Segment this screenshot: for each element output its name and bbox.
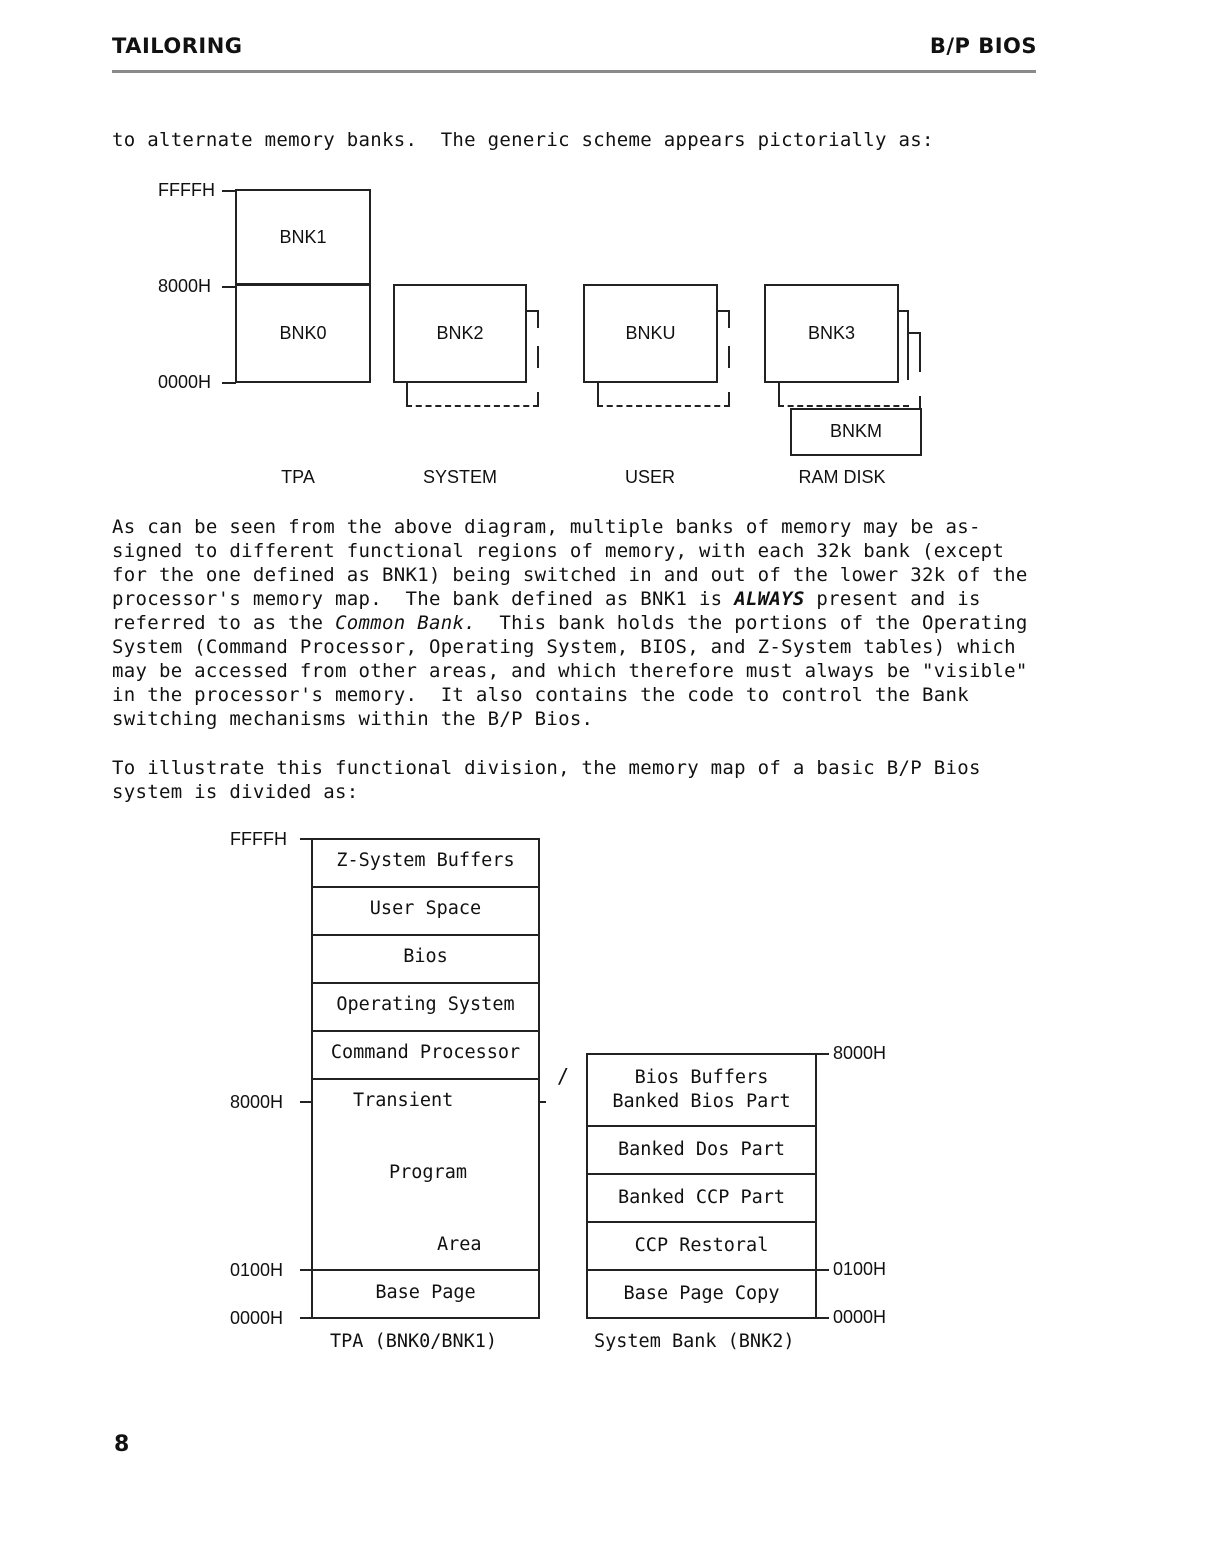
tpa-divider — [311, 1078, 540, 1080]
para1-line-4-text: processor's memory map. The bank defined as BNK1 is — [112, 588, 723, 610]
tpa-addr-8000h: 8000H — [230, 1092, 284, 1112]
header-right: B/P BIOS — [929, 34, 1037, 58]
tpa-divider — [311, 934, 540, 936]
section-transient: Transient — [353, 1090, 454, 1111]
section-program: Program — [389, 1162, 467, 1183]
stack-dash — [597, 405, 730, 407]
para1-line-9: switching mechanisms within the B/P Bios. — [112, 708, 594, 730]
section-banked-dos-part: Banked Dos Part — [617, 1139, 786, 1160]
sys-divider — [586, 1221, 817, 1223]
para2-line-1: To illustrate this functional division, the memory map of a basic B/P Bios — [112, 757, 981, 779]
stack-edge — [728, 310, 730, 328]
present-text: present and is — [816, 588, 981, 610]
stack-edge — [537, 346, 539, 368]
section-bios-buffers: Bios Buffers — [634, 1067, 769, 1088]
tick — [222, 190, 236, 192]
para1-line-3: for the one defined as BNK1) being switched in and out of the lower 32k of the — [112, 564, 1028, 586]
sys-divider — [586, 1269, 817, 1271]
tpa-addr-ffffh: FFFFH — [230, 829, 287, 849]
para1-line-8: in the processor's memory. It also contains the code to control the Bank — [112, 684, 969, 706]
section-banked-bios-part: Banked Bios Part — [612, 1091, 791, 1112]
stack-edge — [406, 382, 408, 406]
stack-dash — [406, 405, 539, 407]
stack-dash — [778, 405, 909, 407]
tick — [222, 286, 236, 288]
addr-0000h: 0000H — [158, 372, 212, 392]
stack-edge — [919, 332, 921, 372]
para2-line-2: system is divided as: — [112, 781, 359, 803]
system-bank-caption: System Bank (BNK2) — [594, 1331, 795, 1352]
tpa-addr-0000h: 0000H — [230, 1308, 284, 1328]
tpa-caption: TPA (BNK0/BNK1) — [330, 1331, 498, 1352]
sys-divider — [586, 1173, 817, 1175]
section-area: Area — [437, 1234, 482, 1255]
header-left: TAILORING — [112, 34, 243, 58]
connector-slash: / — [557, 1064, 570, 1088]
tick — [815, 1053, 829, 1055]
tick — [815, 1269, 829, 1271]
stack-edge — [597, 382, 599, 406]
tick — [538, 1101, 546, 1103]
section-command-processor: Command Processor — [330, 1042, 521, 1063]
stack-edge — [778, 382, 780, 406]
stack-edge — [537, 310, 539, 328]
stack-edge — [907, 310, 909, 380]
bank-label-bnk0: BNK0 — [279, 323, 327, 343]
tick — [815, 1317, 829, 1319]
section-base-page: Base Page — [375, 1282, 476, 1303]
stack-edge — [537, 392, 539, 406]
group-label-user: USER — [624, 467, 675, 487]
section-user-space: User Space — [369, 898, 482, 919]
sys-addr-0100h: 0100H — [833, 1259, 887, 1279]
group-label-system: SYSTEM — [422, 467, 497, 487]
para1-line-4 — [112, 587, 981, 611]
para1-line-6: System (Command Processor, Operating System, BIOS, and Z-System tables) which — [112, 636, 1016, 658]
tick — [300, 1101, 312, 1103]
sys-addr-8000h: 8000H — [833, 1043, 887, 1063]
sys-divider — [586, 1125, 817, 1127]
tick — [222, 382, 236, 384]
page-number: 8 — [114, 1432, 130, 1457]
intro-line: to alternate memory banks. The generic scheme appears pictorially as: — [112, 129, 934, 151]
bank-label-bnkm: BNKM — [829, 421, 882, 441]
tick — [300, 1317, 312, 1319]
tpa-divider — [311, 886, 540, 888]
addr-ffffh: FFFFH — [158, 180, 215, 200]
bank-label-bnku: BNKU — [625, 323, 676, 343]
para1-line-5 — [112, 611, 1028, 635]
bank-label-bnk1: BNK1 — [279, 227, 327, 247]
common-bank-emphasis: Common Bank. — [335, 612, 476, 634]
stack-edge — [728, 346, 730, 368]
stack-edge — [728, 392, 730, 406]
group-label-tpa: TPA — [281, 467, 315, 487]
sys-addr-0000h: 0000H — [833, 1307, 887, 1327]
tpa-divider — [311, 1269, 540, 1271]
group-label-ram-disk: RAM DISK — [798, 467, 886, 487]
tpa-divider — [311, 1030, 540, 1032]
bank-label-bnk2: BNK2 — [436, 323, 484, 343]
tpa-addr-0100h: 0100H — [230, 1260, 284, 1280]
section-base-page-copy: Base Page Copy — [623, 1283, 780, 1304]
section-z-system-buffers: Z-System Buffers — [336, 850, 515, 871]
bank-label-bnk3: BNK3 — [807, 323, 856, 343]
tpa-divider — [311, 982, 540, 984]
para1-line-7: may be accessed from other areas, and which therefore must always be "visible" — [112, 660, 1028, 682]
section-operating-system: Operating System — [336, 994, 515, 1015]
header-rule — [112, 70, 1036, 73]
addr-8000h: 8000H — [158, 276, 212, 296]
section-ccp-restoral: CCP Restoral — [634, 1235, 769, 1256]
section-banked-ccp-part: Banked CCP Part — [617, 1187, 786, 1208]
para1-line-5-rest: This bank holds the portions of the Operating — [499, 612, 1028, 634]
tick — [300, 838, 312, 840]
para1-line-5-text: referred to as the — [112, 612, 324, 634]
para1-line-1: As can be seen from the above diagram, multiple banks of memory may be as- — [112, 516, 981, 538]
para1-line-2: signed to different functional regions of memory, with each 32k bank (except — [112, 540, 1005, 562]
always-emphasis: ALWAYS — [734, 588, 805, 610]
section-bios: Bios — [403, 946, 448, 967]
